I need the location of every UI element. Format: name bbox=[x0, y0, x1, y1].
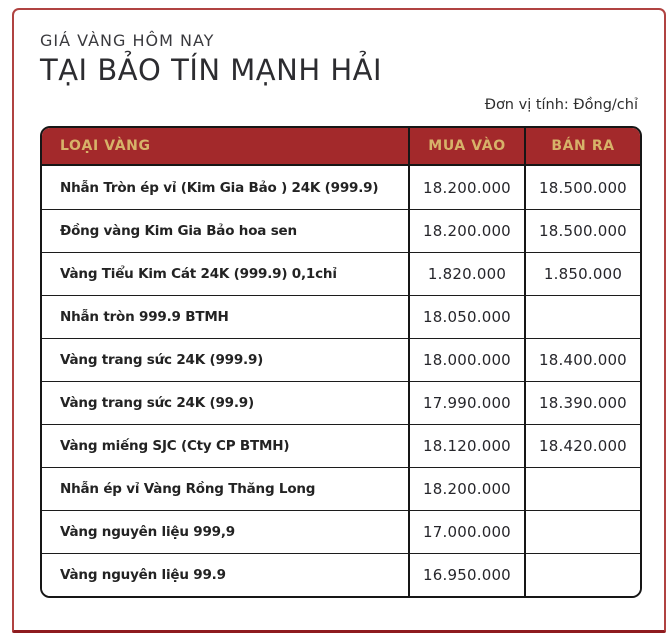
table-row bbox=[42, 209, 640, 252]
sell-price-cell: 18.420.000 bbox=[524, 424, 640, 467]
buy-price-cell: 17.000.000 bbox=[408, 510, 524, 553]
sell-price-cell bbox=[524, 553, 640, 596]
sell-price-cell: 18.500.000 bbox=[524, 209, 640, 252]
column-header-gold-type: LOẠI VÀNG bbox=[42, 128, 408, 166]
gold-type-cell: Vàng nguyên liệu 99.9 bbox=[42, 553, 408, 596]
table-row bbox=[42, 252, 640, 295]
buy-price-cell: 18.200.000 bbox=[408, 166, 524, 209]
unit-label: Đơn vị tính: Đồng/chỉ bbox=[484, 97, 638, 113]
gold-type-cell: Đồng vàng Kim Gia Bảo hoa sen bbox=[42, 209, 408, 252]
gold-type-cell: Nhẫn tròn 999.9 BTMH bbox=[42, 295, 408, 338]
gold-type-cell: Vàng Tiểu Kim Cát 24K (999.9) 0,1chỉ bbox=[42, 252, 408, 295]
page-title: TẠI BẢO TÍN MẠNH HẢI bbox=[40, 53, 383, 87]
buy-price-cell: 18.200.000 bbox=[408, 209, 524, 252]
sell-price-cell: 18.500.000 bbox=[524, 166, 640, 209]
sell-price-cell bbox=[524, 467, 640, 510]
table-row bbox=[42, 467, 640, 510]
gold-type-cell: Nhẫn ép vỉ Vàng Rồng Thăng Long bbox=[42, 467, 408, 510]
table-row bbox=[42, 424, 640, 467]
sell-price-cell bbox=[524, 295, 640, 338]
gold-type-cell: Nhẫn Tròn ép vỉ (Kim Gia Bảo ) 24K (999.9) bbox=[42, 166, 408, 209]
buy-price-cell: 16.950.000 bbox=[408, 553, 524, 596]
sell-price-cell: 18.400.000 bbox=[524, 338, 640, 381]
page-subtitle: GIÁ VÀNG HÔM NAY bbox=[40, 31, 215, 50]
table-row bbox=[42, 295, 640, 338]
buy-price-cell: 18.120.000 bbox=[408, 424, 524, 467]
buy-price-cell: 18.050.000 bbox=[408, 295, 524, 338]
table-header-row bbox=[42, 128, 640, 166]
column-header-buy: MUA VÀO bbox=[408, 128, 524, 166]
sell-price-cell bbox=[524, 510, 640, 553]
column-header-sell: BÁN RA bbox=[524, 128, 640, 166]
table-row bbox=[42, 166, 640, 209]
table-row bbox=[42, 510, 640, 553]
gold-type-cell: Vàng trang sức 24K (999.9) bbox=[42, 338, 408, 381]
buy-price-cell: 17.990.000 bbox=[408, 381, 524, 424]
sell-price-cell: 1.850.000 bbox=[524, 252, 640, 295]
buy-price-cell: 18.200.000 bbox=[408, 467, 524, 510]
buy-price-cell: 18.000.000 bbox=[408, 338, 524, 381]
table-row bbox=[42, 381, 640, 424]
gold-price-card bbox=[12, 8, 666, 633]
sell-price-cell: 18.390.000 bbox=[524, 381, 640, 424]
gold-price-table bbox=[40, 126, 642, 598]
buy-price-cell: 1.820.000 bbox=[408, 252, 524, 295]
gold-type-cell: Vàng nguyên liệu 999,9 bbox=[42, 510, 408, 553]
table-row bbox=[42, 553, 640, 596]
gold-type-cell: Vàng trang sức 24K (99.9) bbox=[42, 381, 408, 424]
gold-type-cell: Vàng miếng SJC (Cty CP BTMH) bbox=[42, 424, 408, 467]
table-row bbox=[42, 338, 640, 381]
